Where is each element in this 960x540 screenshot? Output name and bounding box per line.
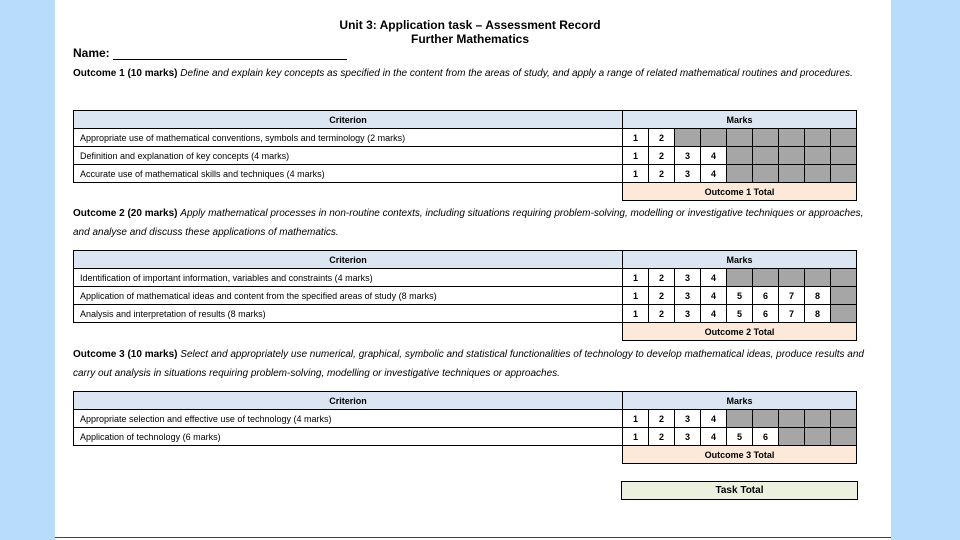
criterion-label: Analysis and interpretation of results (8 marks) bbox=[74, 305, 623, 323]
unused-mark-cell bbox=[805, 129, 831, 147]
unused-mark-cell bbox=[779, 165, 805, 183]
mark-cell[interactable]: 4 bbox=[701, 305, 727, 323]
total-row-spacer bbox=[74, 323, 623, 341]
outcome-1-text: Define and explain key concepts as specified in the content from the areas of study, and apply a range of related mathematical routines and procedures. bbox=[180, 68, 853, 79]
mark-cell[interactable]: 6 bbox=[753, 428, 779, 446]
unused-mark-cell bbox=[753, 147, 779, 165]
table-row bbox=[74, 147, 857, 165]
mark-cell[interactable]: 3 bbox=[675, 269, 701, 287]
criterion-header: Criterion bbox=[74, 251, 623, 269]
table-row bbox=[74, 287, 857, 305]
unused-mark-cell bbox=[779, 428, 805, 446]
unused-mark-cell bbox=[831, 305, 857, 323]
outcome-2-total[interactable]: Outcome 2 Total bbox=[623, 323, 857, 341]
outcome-3-total[interactable]: Outcome 3 Total bbox=[623, 446, 857, 464]
name-underline[interactable] bbox=[113, 48, 347, 60]
mark-cell[interactable]: 3 bbox=[675, 287, 701, 305]
name-label: Name: bbox=[73, 46, 110, 60]
unused-mark-cell bbox=[831, 165, 857, 183]
unused-mark-cell bbox=[727, 147, 753, 165]
unused-mark-cell bbox=[831, 147, 857, 165]
outcome-3-heading: Outcome 3 (10 marks) bbox=[73, 349, 178, 360]
mark-cell[interactable]: 1 bbox=[623, 305, 649, 323]
unused-mark-cell bbox=[753, 410, 779, 428]
page-bottom-edge bbox=[55, 537, 891, 538]
unused-mark-cell bbox=[779, 410, 805, 428]
outcome-1-table bbox=[73, 110, 857, 201]
unused-mark-cell bbox=[753, 269, 779, 287]
mark-cell[interactable]: 2 bbox=[649, 428, 675, 446]
table-row bbox=[74, 269, 857, 287]
unused-mark-cell bbox=[831, 428, 857, 446]
mark-cell[interactable]: 8 bbox=[805, 287, 831, 305]
criterion-label: Accurate use of mathematical skills and techniques (4 marks) bbox=[74, 165, 623, 183]
mark-cell[interactable]: 3 bbox=[675, 147, 701, 165]
unused-mark-cell bbox=[805, 428, 831, 446]
criterion-header: Criterion bbox=[74, 111, 623, 129]
mark-cell[interactable]: 2 bbox=[649, 287, 675, 305]
outcome-3-table bbox=[73, 391, 857, 464]
mark-cell[interactable]: 1 bbox=[623, 129, 649, 147]
task-total[interactable]: Task Total bbox=[621, 481, 858, 500]
unused-mark-cell bbox=[831, 410, 857, 428]
unused-mark-cell bbox=[701, 129, 727, 147]
mark-cell[interactable]: 4 bbox=[701, 410, 727, 428]
marks-header: Marks bbox=[623, 251, 857, 269]
unused-mark-cell bbox=[675, 129, 701, 147]
criterion-label: Application of mathematical ideas and content from the specified areas of study (8 marks) bbox=[74, 287, 623, 305]
outcome-3-description bbox=[73, 345, 873, 383]
table-row bbox=[74, 129, 857, 147]
total-row bbox=[74, 446, 857, 464]
unused-mark-cell bbox=[779, 269, 805, 287]
mark-cell[interactable]: 4 bbox=[701, 428, 727, 446]
mark-cell[interactable]: 4 bbox=[701, 269, 727, 287]
unused-mark-cell bbox=[805, 269, 831, 287]
total-row bbox=[74, 183, 857, 201]
mark-cell[interactable]: 3 bbox=[675, 305, 701, 323]
mark-cell[interactable]: 2 bbox=[649, 269, 675, 287]
total-row bbox=[74, 323, 857, 341]
table-row bbox=[74, 305, 857, 323]
unused-mark-cell bbox=[727, 165, 753, 183]
criterion-label: Appropriate use of mathematical conventions, symbols and terminology (2 marks) bbox=[74, 129, 623, 147]
outcome-3-text: Select and appropriately use numerical, graphical, symbolic and statistical functionalities of technology to develop mathematical ideas, produce results and carry out analysis in situations requiring problem-solving, modelling or investigative techniques or approaches. bbox=[73, 349, 864, 379]
mark-cell[interactable]: 7 bbox=[779, 305, 805, 323]
unused-mark-cell bbox=[779, 129, 805, 147]
mark-cell[interactable]: 1 bbox=[623, 428, 649, 446]
mark-cell[interactable]: 1 bbox=[623, 287, 649, 305]
mark-cell[interactable]: 4 bbox=[701, 287, 727, 305]
table-row bbox=[74, 428, 857, 446]
unused-mark-cell bbox=[753, 165, 779, 183]
mark-cell[interactable]: 1 bbox=[623, 269, 649, 287]
criterion-label: Application of technology (6 marks) bbox=[74, 428, 623, 446]
criterion-header: Criterion bbox=[74, 392, 623, 410]
unused-mark-cell bbox=[727, 410, 753, 428]
total-row-spacer bbox=[74, 183, 623, 201]
mark-cell[interactable]: 1 bbox=[623, 165, 649, 183]
document-subtitle: Further Mathematics bbox=[410, 32, 530, 46]
marks-header: Marks bbox=[623, 392, 857, 410]
unused-mark-cell bbox=[831, 269, 857, 287]
unused-mark-cell bbox=[831, 129, 857, 147]
unused-mark-cell bbox=[805, 410, 831, 428]
mark-cell[interactable]: 8 bbox=[805, 305, 831, 323]
mark-cell[interactable]: 6 bbox=[753, 287, 779, 305]
unused-mark-cell bbox=[779, 147, 805, 165]
mark-cell[interactable]: 1 bbox=[623, 147, 649, 165]
mark-cell[interactable]: 2 bbox=[649, 305, 675, 323]
outcome-2-text: Apply mathematical processes in non-routine contexts, including situations requiring problem-solving, modelling or investigative techniques or approaches, and analyse and discuss these applications of mathematics. bbox=[73, 208, 864, 238]
mark-cell[interactable]: 3 bbox=[675, 428, 701, 446]
mark-cell[interactable]: 1 bbox=[623, 410, 649, 428]
mark-cell[interactable]: 2 bbox=[649, 165, 675, 183]
table-header-row bbox=[74, 392, 857, 410]
table-header-row bbox=[74, 251, 857, 269]
table-row bbox=[74, 410, 857, 428]
mark-cell[interactable]: 7 bbox=[779, 287, 805, 305]
outcome-1-total[interactable]: Outcome 1 Total bbox=[623, 183, 857, 201]
document-title: Unit 3: Application task – Assessment Record bbox=[339, 18, 601, 32]
mark-cell[interactable]: 3 bbox=[675, 165, 701, 183]
unused-mark-cell bbox=[727, 129, 753, 147]
outcome-1-heading: Outcome 1 (10 marks) bbox=[73, 68, 178, 79]
mark-cell[interactable]: 2 bbox=[649, 147, 675, 165]
document-page bbox=[55, 0, 891, 540]
mark-cell[interactable]: 5 bbox=[727, 428, 753, 446]
unused-mark-cell bbox=[805, 165, 831, 183]
mark-cell[interactable]: 2 bbox=[649, 410, 675, 428]
mark-cell[interactable]: 2 bbox=[649, 129, 675, 147]
mark-cell[interactable]: 6 bbox=[753, 305, 779, 323]
table-header-row bbox=[74, 111, 857, 129]
unused-mark-cell bbox=[753, 129, 779, 147]
unused-mark-cell bbox=[831, 287, 857, 305]
outcome-2-description bbox=[73, 204, 873, 242]
criterion-label: Identification of important information, variables and constraints (4 marks) bbox=[74, 269, 623, 287]
criterion-label: Definition and explanation of key concepts (4 marks) bbox=[74, 147, 623, 165]
mark-cell[interactable]: 5 bbox=[727, 287, 753, 305]
outcome-1-description bbox=[73, 64, 873, 83]
outcome-2-table bbox=[73, 250, 857, 341]
criterion-label: Appropriate selection and effective use of technology (4 marks) bbox=[74, 410, 623, 428]
marks-header: Marks bbox=[623, 111, 857, 129]
table-row bbox=[74, 165, 857, 183]
mark-cell[interactable]: 4 bbox=[701, 165, 727, 183]
mark-cell[interactable]: 4 bbox=[701, 147, 727, 165]
name-field bbox=[73, 46, 347, 60]
total-row-spacer bbox=[74, 446, 623, 464]
unused-mark-cell bbox=[805, 147, 831, 165]
mark-cell[interactable]: 3 bbox=[675, 410, 701, 428]
mark-cell[interactable]: 5 bbox=[727, 305, 753, 323]
outcome-2-heading: Outcome 2 (20 marks) bbox=[73, 208, 178, 219]
unused-mark-cell bbox=[727, 269, 753, 287]
